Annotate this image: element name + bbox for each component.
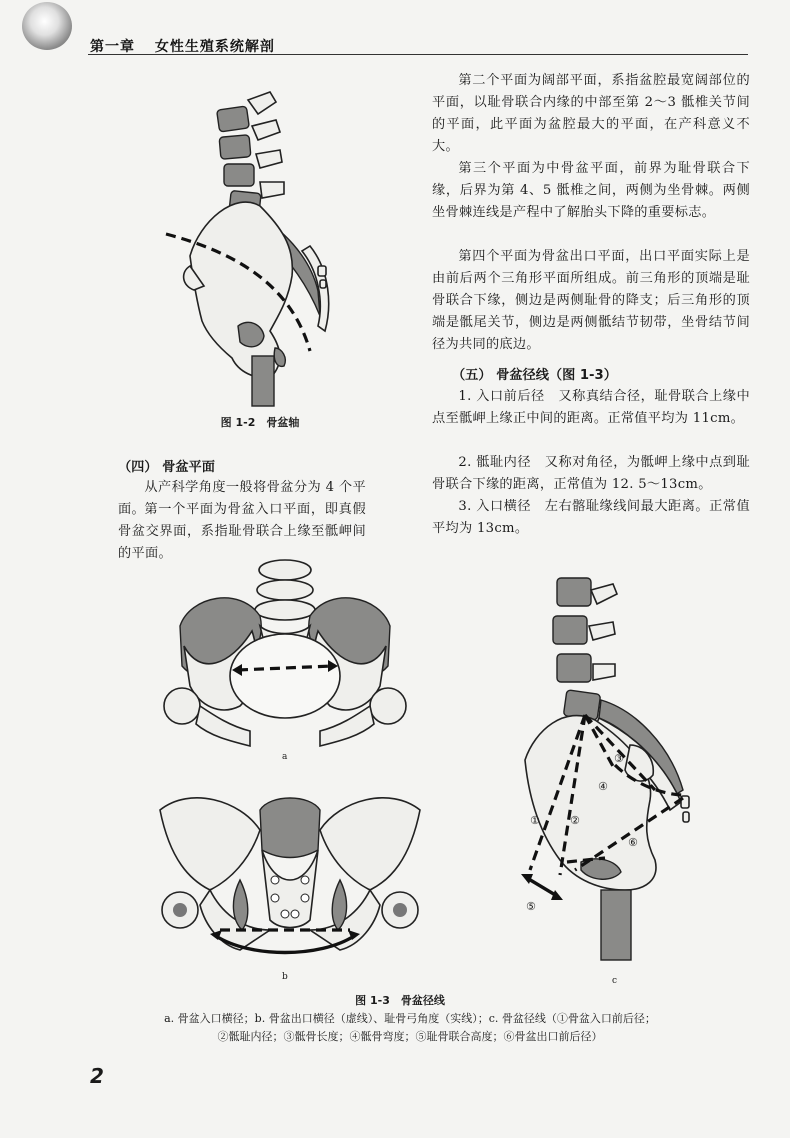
- figure-1-2-caption: 图 1-2 骨盆轴: [220, 416, 300, 429]
- figure-1-3-caption: 图 1-3 骨盆径线: [355, 994, 445, 1007]
- marker-2-label: ②: [570, 814, 580, 827]
- marker-1-label: ①: [530, 814, 540, 827]
- diameter-item-3: 3. 入口横径 左右髂耻缘线间最大距离。正常值平均为 13cm。: [432, 499, 750, 536]
- figure-1-3a-label: a: [282, 752, 288, 762]
- diameter-item-1: 1. 入口前后径 又称真结合径，耻骨联合上缘中点至骶岬上缘正中间的距离。正常值平均为 11cm。: [432, 389, 750, 426]
- figure-1-3b-illustration: [150, 780, 430, 970]
- figure-1-2-illustration: [160, 86, 360, 406]
- chapter-label: 第一章: [90, 39, 135, 55]
- marker-6-label: ⑥: [628, 836, 638, 849]
- marker-4-label: ④: [598, 780, 608, 793]
- figure-1-3a-illustration: [160, 556, 410, 756]
- diameter-item-2: 2. 骶耻内径 又称对角径，为骶岬上缘中点到耻骨联合下缘的距离，正常值为 12. 5～13cm。: [432, 455, 750, 492]
- right-paragraph-3: 第四个平面为骨盆出口平面，出口平面实际上是由前后两个三角形平面所组成。前三角形的顶端是耻骨联合下缘，侧边是两侧耻骨的降支；后三角形的顶端是骶尾关节，侧边是两侧骶结节韧带，坐骨结节间径为共同的底边。: [432, 249, 750, 352]
- marker-3-label: ③: [614, 752, 624, 765]
- section-5-heading: （五） 骨盆径线（图 1-3）: [452, 368, 617, 383]
- figure-1-3c-label: c: [612, 976, 618, 986]
- figure-1-3-subcaption-line-1: a. 骨盆入口横径；b. 骨盆出口横径（虚线）、耻骨弓角度（实线）；c. 骨盆径线（①骨盆入口前后径；: [164, 1012, 656, 1025]
- section-4-heading: （四） 骨盆平面: [118, 460, 215, 475]
- running-title: [90, 36, 275, 56]
- chapter-title: 女性生殖系统解剖: [154, 39, 275, 55]
- section-4-paragraph-2: 第一个平面为骨盆入口平面，即真假骨盆交界面，系指耻骨联合上缘至骶岬间的平面。: [118, 502, 366, 561]
- page-header: [0, 0, 790, 58]
- figure-1-3b-label: b: [282, 972, 288, 982]
- right-paragraph-2: 第三个平面为中骨盆平面，前界为耻骨联合下缘，后界为第 4、5 骶椎之间，两侧为坐骨棘。两侧坐骨棘连线是产程中了解胎头下降的重要标志。: [432, 161, 750, 220]
- page-number: 2: [90, 1064, 104, 1088]
- header-logo-icon: [22, 2, 72, 50]
- header-rule: [88, 54, 748, 55]
- section-4-paragraph-1: 从产科学角度一般将骨盆分为 4 个平面。: [118, 480, 366, 517]
- marker-5-label: ⑤: [526, 900, 536, 913]
- right-paragraph-1: 第二个平面为阔部平面，系指盆腔最宽阔部位的平面，以耻骨联合内缘的中部至第 2～3 骶椎关节间的平面，此平面为盆腔最大的平面，在产科意义不大。: [432, 73, 750, 154]
- figure-1-3-subcaption-line-2: ②骶耻内径；③骶骨长度；④骶骨弯度；⑤耻骨联合高度；⑥骨盆出口前后径）: [217, 1030, 603, 1043]
